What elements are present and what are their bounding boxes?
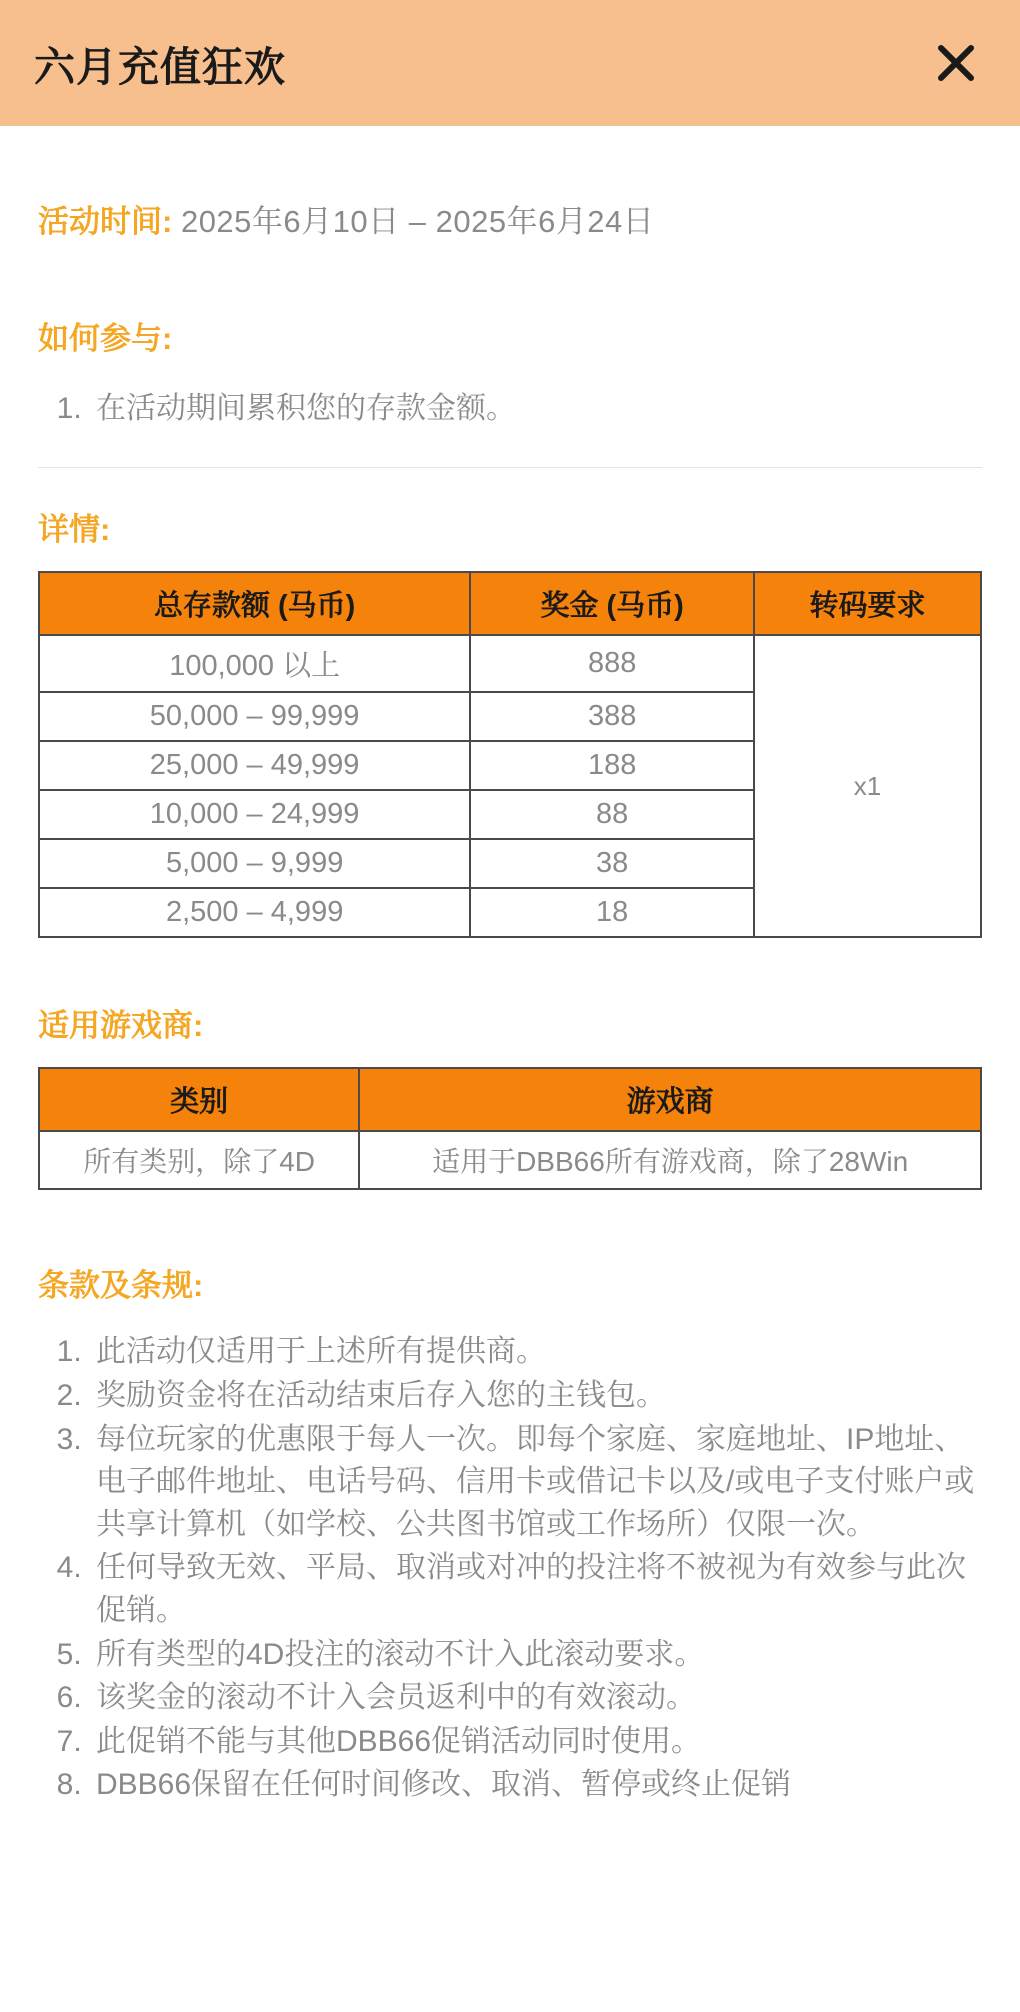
terms-list [38,1331,982,1807]
table-header-row [39,1068,981,1131]
column-header-category: 类别 [39,1068,359,1131]
modal-header [0,0,1020,126]
table-row [39,1131,981,1189]
list-item: 3. 每位玩家的优惠限于每人一次。即每个家庭、家庭地址、IP地址、电子邮件地址、电话号码、信用卡或借记卡以及/或电子支付账户或共享计算机（如学校、公共图书馆或工作场所）仅限一次。 [90,1419,982,1547]
column-header-bonus: 奖金 (马币) [470,572,754,635]
column-header-rollover: 转码要求 [754,572,981,635]
cell-rollover: x1 [754,635,981,937]
event-time-value: 2025年6月10日 – 2025年6月24日 [180,204,655,239]
providers-table [38,1067,982,1190]
cell-bonus: 38 [470,839,754,888]
list-item: 5. 所有类型的4D投注的滚动不计入此滚动要求。 [90,1634,982,1677]
cell-provider: 适用于DBB66所有游戏商，除了28Win [359,1131,981,1189]
column-header-deposit: 总存款额 (马币) [39,572,470,635]
cell-deposit: 5,000 – 9,999 [39,839,470,888]
cell-bonus: 888 [470,635,754,692]
event-time-label: 活动时间: [38,204,173,239]
table-header-row [39,572,981,635]
cell-deposit: 25,000 – 49,999 [39,741,470,790]
list-item: 7. 此促销不能与其他DBB66促销活动同时使用。 [90,1721,982,1764]
cell-category: 所有类别，除了4D [39,1131,359,1189]
cell-deposit: 50,000 – 99,999 [39,692,470,741]
cell-bonus: 18 [470,888,754,937]
how-to-join-heading: 如何参与: [38,321,173,357]
close-icon[interactable] [928,35,984,91]
cell-deposit: 10,000 – 24,999 [39,790,470,839]
list-item: 1. 此活动仅适用于上述所有提供商。 [90,1331,982,1374]
list-item: 8. DBB66保留在任何时间修改、取消、暂停或终止促销 [90,1764,982,1807]
applicable-providers-heading: 适用游戏商: [38,1008,204,1044]
list-item: 6. 该奖金的滚动不计入会员返利中的有效滚动。 [90,1677,982,1720]
promo-content [0,126,1020,1807]
how-to-join-list [38,386,982,431]
list-item: 1. 在活动期间累积您的存款金额。 [90,386,982,431]
details-heading: 详情: [38,512,111,548]
cell-deposit: 100,000 以上 [39,635,470,692]
page-title: 六月充值狂欢 [34,43,286,90]
event-time-row [38,200,982,243]
cell-bonus: 88 [470,790,754,839]
terms-heading: 条款及条规: [38,1268,204,1304]
column-header-provider: 游戏商 [359,1068,981,1131]
table-row [39,635,981,692]
list-item: 2. 奖励资金将在活动结束后存入您的主钱包。 [90,1375,982,1418]
details-table [38,571,982,938]
cell-bonus: 388 [470,692,754,741]
cell-bonus: 188 [470,741,754,790]
cell-deposit: 2,500 – 4,999 [39,888,470,937]
list-item: 4. 任何导致无效、平局、取消或对冲的投注将不被视为有效参与此次促销。 [90,1547,982,1632]
